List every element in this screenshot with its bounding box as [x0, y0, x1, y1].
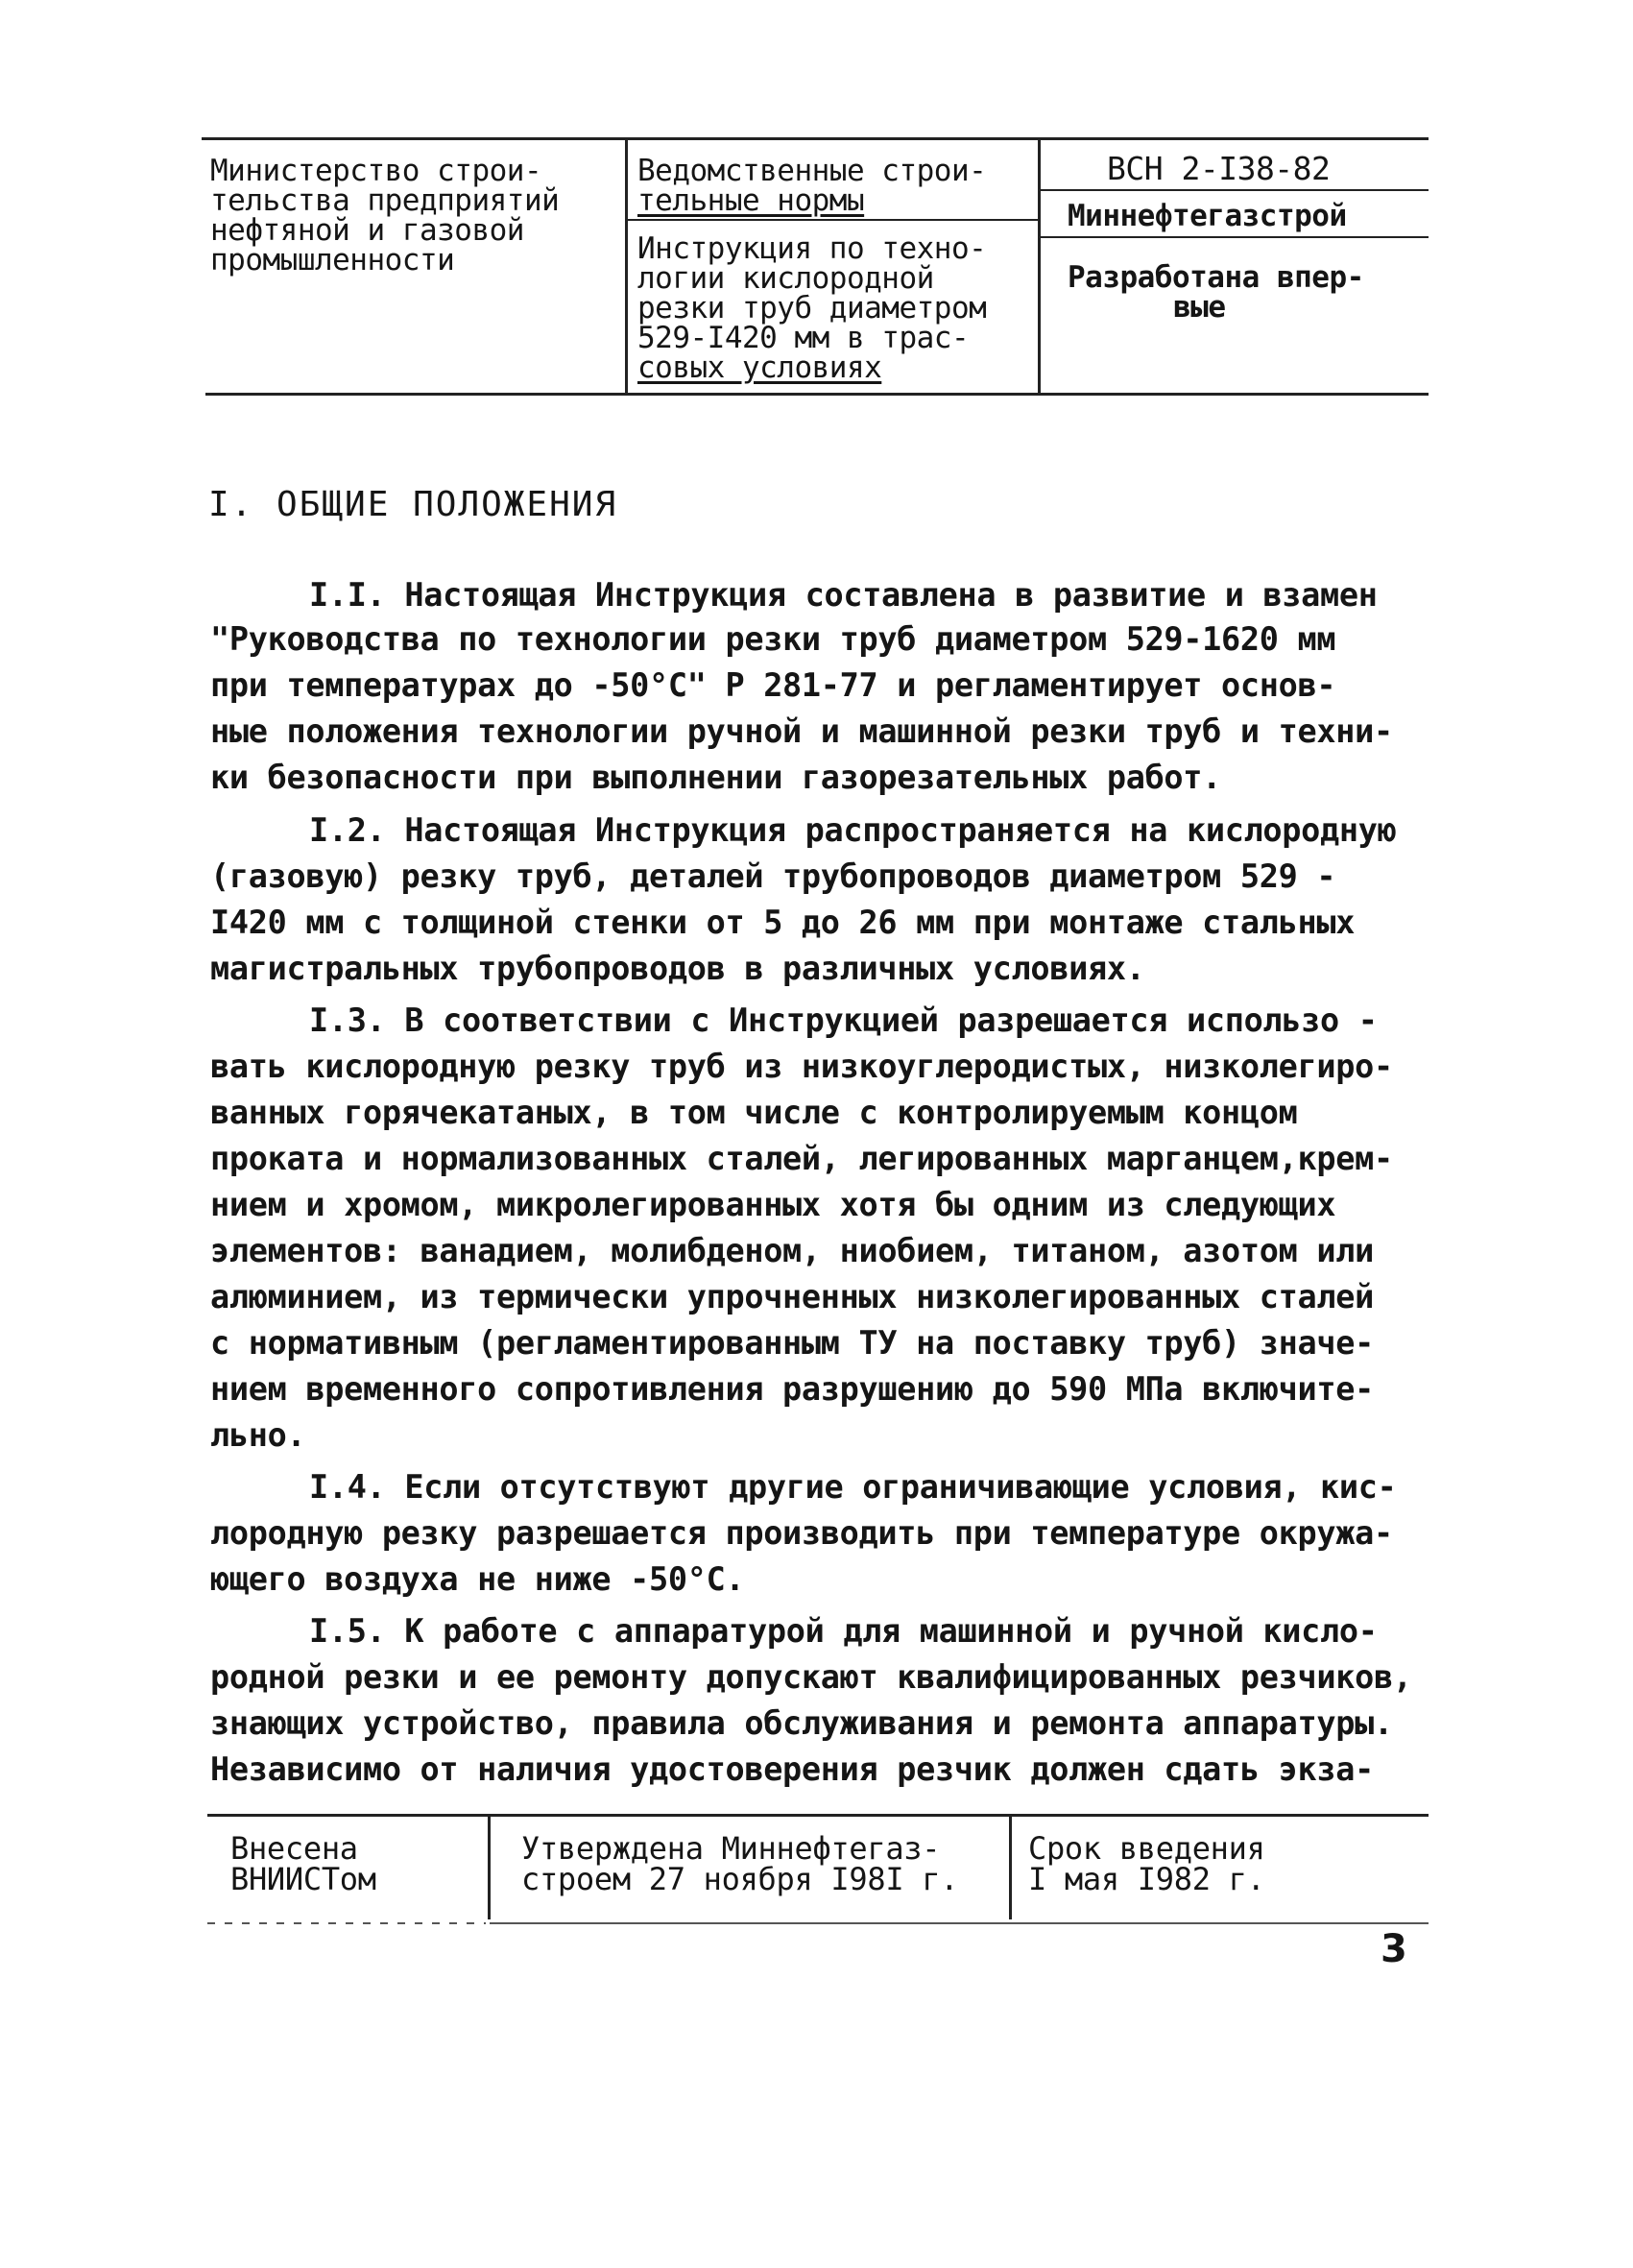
instruction-title-line-4: 529-I420 мм в трас- — [637, 321, 970, 355]
paragraph-line: нием и хромом, микролегированных хотя бы одним из следующих — [210, 1186, 1336, 1223]
approved-line-1: Утверждена Миннефтегаз- — [521, 1830, 941, 1867]
organization-name: Миннефтегазстрой — [1068, 199, 1347, 233]
paragraph-line: элементов: ванадием, молибденом, ниобием, титаном, азотом или — [210, 1232, 1374, 1269]
instruction-title-line-5: совых условиях — [637, 350, 882, 385]
header-divider-2 — [1038, 139, 1041, 394]
paragraph-line: I.3. В соответствии с Инструкцией разрешается использо - — [309, 1001, 1378, 1039]
header-top-rule — [202, 137, 1429, 140]
paragraph-line: вать кислородную резку труб из низкоуглеродистых, низколегиро- — [210, 1048, 1393, 1085]
norms-title-line-1: Ведомственные строи- — [637, 154, 987, 188]
paragraph-line: (газовую) резку труб, деталей трубопроводов диаметром 529 - — [210, 857, 1336, 895]
paragraph-line: I.5. К работе с аппаратурой для машинной и ручной кисло- — [309, 1612, 1378, 1650]
ministry-line-2: тельства предприятий — [210, 183, 560, 218]
effective-line-2: I мая I982 г. — [1028, 1861, 1265, 1897]
effective-line-1: Срок введения — [1028, 1830, 1265, 1867]
paragraph-line: I.4. Если отсутствуют другие ограничивающие условия, кис- — [309, 1468, 1397, 1506]
ministry-line-1: Министерство строи- — [210, 154, 542, 188]
paragraph-line: при температурах до -50°C" Р 281-77 и регламентирует основ- — [210, 666, 1336, 704]
document-code: ВСН 2-I38-82 — [1107, 150, 1331, 187]
approved-line-2: строем 27 ноября I98I г. — [521, 1861, 959, 1897]
paragraph-line: алюминием, из термически упрочненных низколегированных сталей — [210, 1278, 1374, 1315]
paragraph-line: "Руководства по технологии резки труб диаметром 529-1620 мм — [210, 620, 1336, 658]
introduced-line-2: ВНИИСТом — [230, 1861, 376, 1897]
introduced-line-1: Внесена — [230, 1830, 358, 1867]
paragraph-line: I.2. Настоящая Инструкция распространяется на кислородную — [309, 811, 1397, 849]
paragraph-line: льно. — [210, 1416, 306, 1454]
section-title: I. ОБЩИЕ ПОЛОЖЕНИЯ — [208, 485, 618, 524]
header-org-rule — [1040, 236, 1429, 238]
paragraph-line: лородную резку разрешается производить при температуре окружа- — [210, 1514, 1393, 1552]
instruction-title-line-1: Инструкция по техно- — [637, 231, 987, 266]
footer-top-rule — [207, 1814, 1429, 1817]
paragraph-line: проката и нормализованных сталей, легированных марганцем,крем- — [210, 1140, 1393, 1177]
paragraph-line: знающих устройство, правила обслуживания и ремонта аппаратуры. — [210, 1704, 1393, 1742]
paragraph-line: ванных горячекатаных, в том числе с контролируемым концом — [210, 1094, 1298, 1131]
paragraph-line: Независимо от наличия удостоверения резчик должен сдать экза- — [210, 1750, 1374, 1788]
footer-bottom-rule — [490, 1922, 1429, 1924]
ministry-line-3: нефтяной и газовой — [210, 213, 524, 248]
paragraph-line: I420 мм с толщиной стенки от 5 до 26 мм при монтаже стальных — [210, 904, 1356, 941]
paragraph-line: ющего воздуха не ниже -50°C. — [210, 1560, 745, 1598]
paragraph-line: I.I. Настоящая Инструкция составлена в развитие и взамен — [309, 576, 1378, 614]
paragraph-line: ки безопасности при выполнении газорезательных работ. — [210, 759, 1222, 796]
header-divider-1 — [625, 139, 628, 394]
paragraph-line: с нормативным (регламентированным ТУ на поставку труб) значе- — [210, 1324, 1374, 1362]
instruction-title-line-2: логии кислородной — [637, 261, 934, 296]
developed-line-1: Разработана впер- — [1068, 260, 1364, 295]
page-number: 3 — [1381, 1927, 1407, 1971]
instruction-title-line-3: резки труб диаметром — [637, 291, 987, 326]
footer-divider-2 — [1009, 1816, 1012, 1919]
paragraph-line: нием временного сопротивления разрушению до 590 МПа включите- — [210, 1370, 1374, 1408]
header-bottom-rule — [205, 393, 1429, 396]
ministry-line-4: промышленности — [210, 243, 455, 277]
footer-bottom-rule-dashed — [207, 1922, 486, 1924]
paragraph-line: ные положения технологии ручной и машинной резки труб и техни- — [210, 712, 1393, 750]
developed-line-2: вые — [1173, 290, 1226, 325]
header-mid-rule — [627, 219, 1040, 221]
norms-title-line-2: тельные нормы — [637, 183, 865, 218]
footer-divider-1 — [488, 1816, 491, 1919]
paragraph-line: родной резки и ее ремонту допускают квалифицированных резчиков, — [210, 1658, 1412, 1696]
header-code-rule — [1040, 189, 1429, 191]
paragraph-line: магистральных трубопроводов в различных условиях. — [210, 950, 1145, 987]
